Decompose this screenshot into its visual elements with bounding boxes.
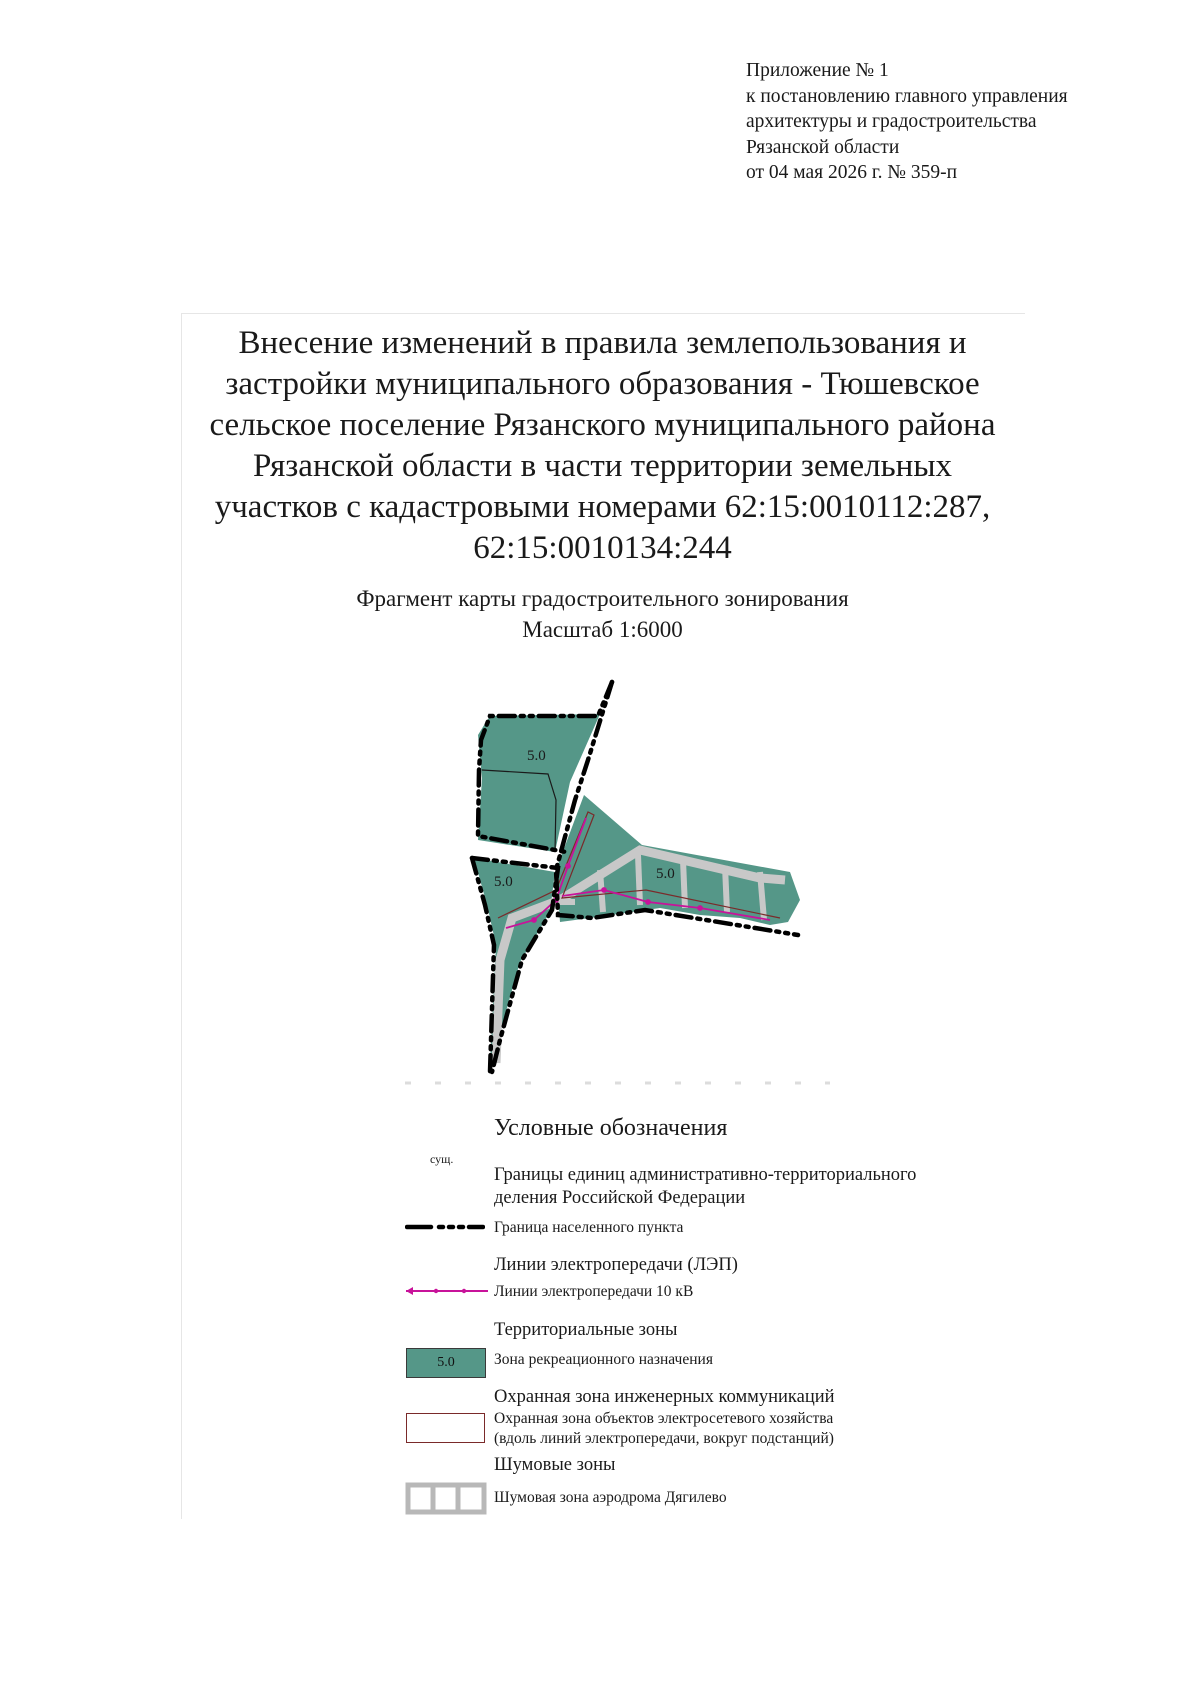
header-line: архитектуры и градостроительства [746, 111, 1037, 132]
legend-admin-heading: Границы единиц административно-территориального [494, 1165, 917, 1185]
noise-zone-symbol [405, 1482, 487, 1516]
header-line: от 04 мая 2026 г. № 359-п [746, 162, 958, 183]
zoning-map [400, 670, 850, 1090]
legend-security-item-cont: (вдоль линий электропередачи, вокруг подстанций) [494, 1430, 834, 1447]
title-line: Рязанской области в части территории земельных [253, 448, 952, 484]
zone-swatch: 5.0 [406, 1348, 486, 1378]
title-line: 62:15:0010134:244 [473, 530, 732, 566]
legend-security-heading: Охранная зона инженерных коммуникаций [494, 1387, 835, 1407]
title-line: сельское поселение Рязанского муниципального района [209, 407, 996, 443]
map-scale: Масштаб 1:6000 [522, 617, 683, 642]
document-header [746, 58, 1186, 186]
title-line: участков с кадастровыми номерами 62:15:0010112:287, [214, 489, 991, 525]
header-line: Приложение № 1 [746, 60, 889, 81]
legend-power-line-10kv: Линии электропередачи 10 кВ [494, 1283, 694, 1300]
map-subtitle [181, 583, 1024, 645]
legend-title: Условные обозначения [494, 1115, 728, 1141]
settlement-boundary-symbol [405, 1220, 485, 1234]
legend-admin-heading-cont: деления Российской Федерации [494, 1188, 746, 1208]
legend-sym-label: сущ. [430, 1152, 454, 1166]
power-line-symbol [404, 1285, 490, 1297]
document-title [181, 323, 1024, 569]
header-line: Рязанской области [746, 136, 900, 158]
title-line: застройки муниципального образования - Тюшевское [225, 366, 980, 402]
legend-recreation-zone: Зона рекреационного назначения [494, 1351, 713, 1368]
legend-noise-heading: Шумовые зоны [494, 1455, 616, 1475]
zone-label-top: 5.0 [527, 748, 546, 764]
title-line: Внесение изменений в правила землепользования и [238, 325, 967, 361]
legend-power-heading: Линии электропередачи (ЛЭП) [494, 1255, 738, 1275]
header-line: к постановлению главного управления [746, 85, 1068, 107]
subtitle-line: Фрагмент карты градостроительного зонирования [356, 586, 849, 611]
legend-zones-heading: Территориальные зоны [494, 1320, 678, 1340]
legend-settlement-boundary: Граница населенного пункта [494, 1219, 684, 1236]
legend-noise-item: Шумовая зона аэродрома Дягилево [494, 1489, 727, 1506]
legend-security-item: Охранная зона объектов электросетевого хозяйства [494, 1410, 834, 1427]
security-zone-swatch [406, 1413, 485, 1443]
zone-label-left: 5.0 [494, 874, 513, 890]
zone-label-right: 5.0 [656, 866, 675, 882]
zone-polygon-left [474, 858, 555, 1066]
